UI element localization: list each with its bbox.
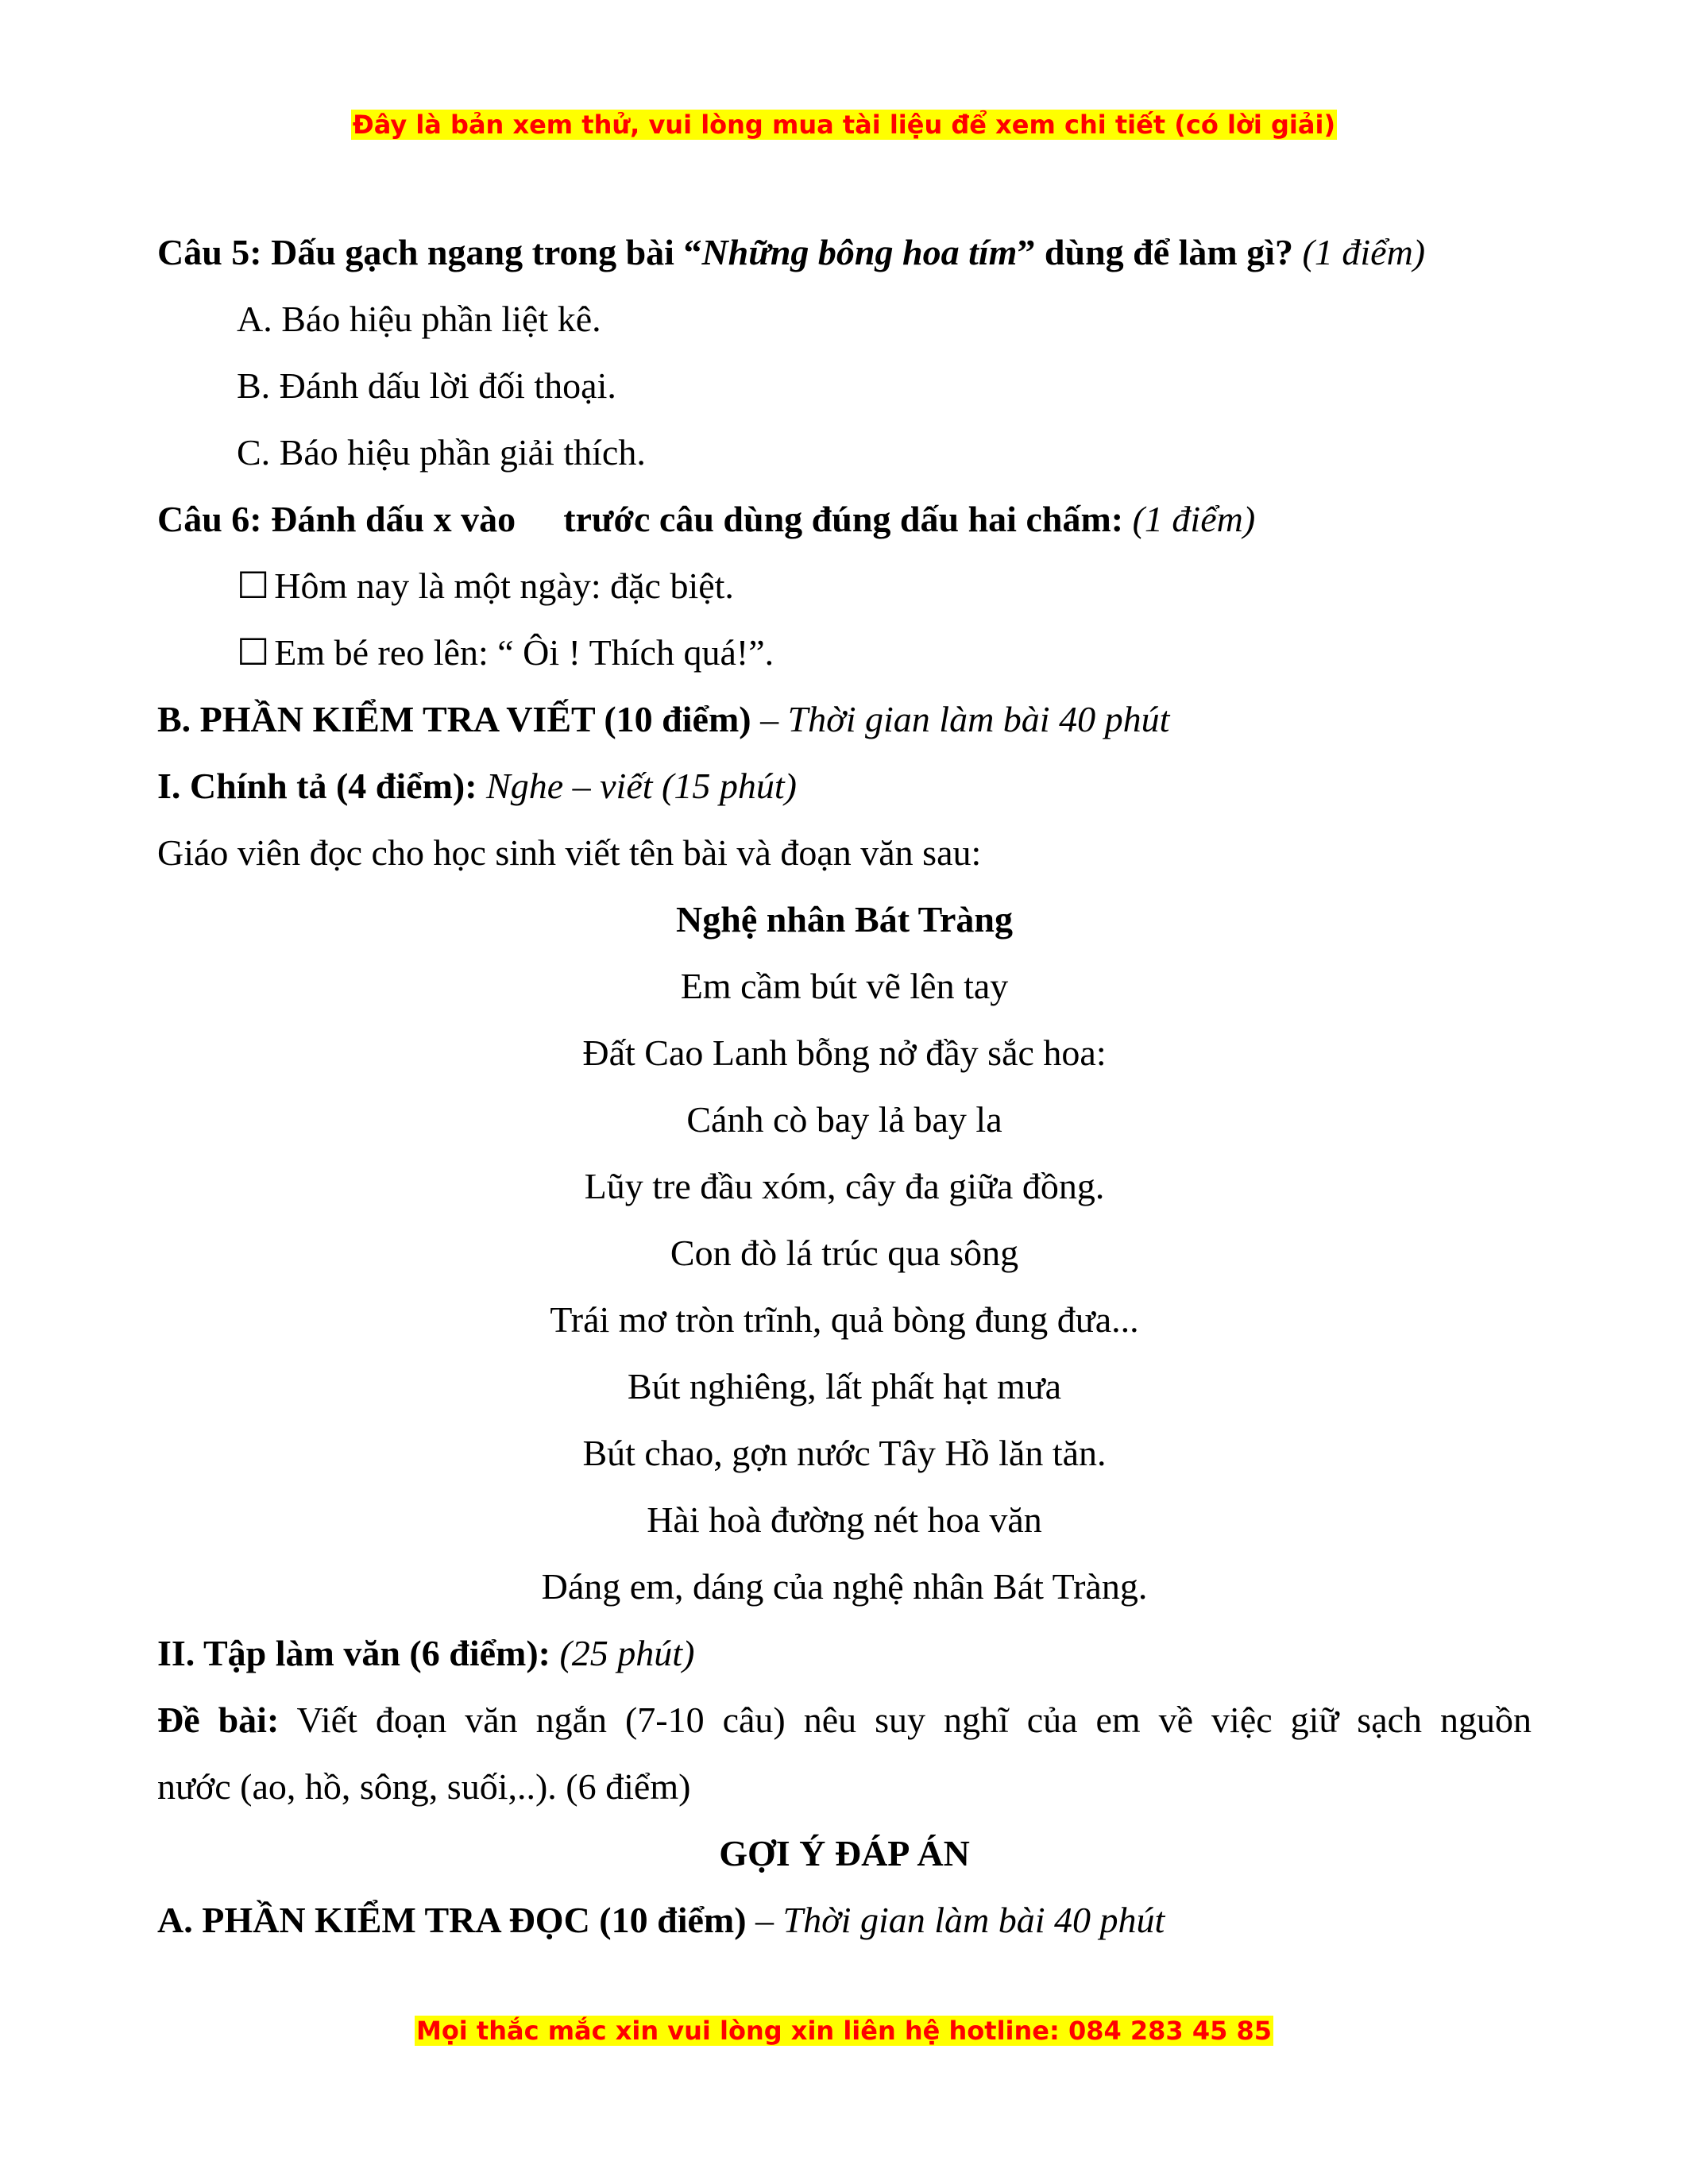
essay-prompt: Đề bài: Viết đoạn văn ngắn (7-10 câu) nêu suy nghĩ của em về việc giữ sạch nguồn [157,1700,1532,1740]
preview-notice: Đây là bản xem thử, vui lòng mua tài liệu để xem chi tiết (có lời giải) [352,110,1336,140]
part-2-heading: II. Tập làm văn (6 điểm): (25 phút) [157,1633,695,1673]
poem-line: Trái mơ tròn trĩnh, quả bòng đung đưa... [550,1299,1139,1340]
part-1-instruction: Giáo viên đọc cho học sinh viết tên bài và đoạn văn sau: [157,832,982,873]
question-6-label: Câu 6: [157,499,262,539]
essay-prompt-cont: nước (ao, hồ, sông, suối,..). (6 điểm) [157,1766,691,1807]
poem-line: Hài hoà đường nét hoa văn [647,1499,1042,1540]
q6-option-1: ☐ Hôm nay là một ngày: đặc biệt. [157,553,1532,619]
essay-prompt-label: Đề bài: [157,1700,280,1740]
poem-title: Nghệ nhân Bát Tràng [676,899,1013,940]
poem-line: Bút chao, gợn nước Tây Hồ lăn tăn. [582,1433,1107,1473]
q5-option-c: C. Báo hiệu phần giải thích. [237,432,646,473]
checkbox-icon[interactable]: ☐ [237,565,270,606]
poem-line: Dáng em, dáng của nghệ nhân Bát Tràng. [541,1566,1148,1607]
story-title: Những bông hoa tím [701,232,1018,272]
q6-option-2: ☐ Em bé reo lên: “ Ôi ! Thích quá!”. [157,619,1532,686]
question-6: Câu 6: Đánh dấu x vào trước câu dùng đúng dấu hai chấm: (1 điểm) [157,499,1256,539]
checkbox-icon[interactable]: ☐ [237,632,270,673]
question-6-points: (1 điểm) [1132,499,1256,539]
answers-section-a: A. PHẦN KIỂM TRA ĐỌC (10 điểm) – Thời gian làm bài 40 phút [157,1900,1165,1940]
question-5-label: Câu 5: [157,232,262,272]
document-content [157,219,1532,1954]
section-b-heading: B. PHẦN KIỂM TRA VIẾT (10 điểm) – Thời gian làm bài 40 phút [157,699,1170,739]
q5-option-a: A. Báo hiệu phần liệt kê. [237,299,601,339]
question-5: Câu 5: Dấu gạch ngang trong bài “Những bông hoa tím” dùng để làm gì? (1 điểm) [157,232,1426,272]
answers-title: GỢI Ý ĐÁP ÁN [719,1833,970,1873]
part-1-heading: I. Chính tả (4 điểm): Nghe – viết (15 phút) [157,766,797,806]
hotline-notice: Mọi thắc mắc xin vui lòng xin liên hệ hotline: 084 283 45 85 [415,2016,1273,2046]
question-5-points: (1 điểm) [1302,232,1426,272]
poem-line: Con đò lá trúc qua sông [670,1233,1019,1273]
poem-line: Lũy tre đầu xóm, cây đa giữa đồng. [584,1166,1105,1206]
q5-option-b: B. Đánh dấu lời đối thoại. [237,365,616,406]
poem-line: Bút nghiêng, lất phất hạt mưa [627,1366,1062,1406]
poem-line: Cánh cò bay lả bay la [686,1099,1002,1140]
poem-line: Đất Cao Lanh bỗng nở đầy sắc hoa: [582,1032,1107,1073]
poem-line: Em cầm bút vẽ lên tay [680,966,1009,1006]
